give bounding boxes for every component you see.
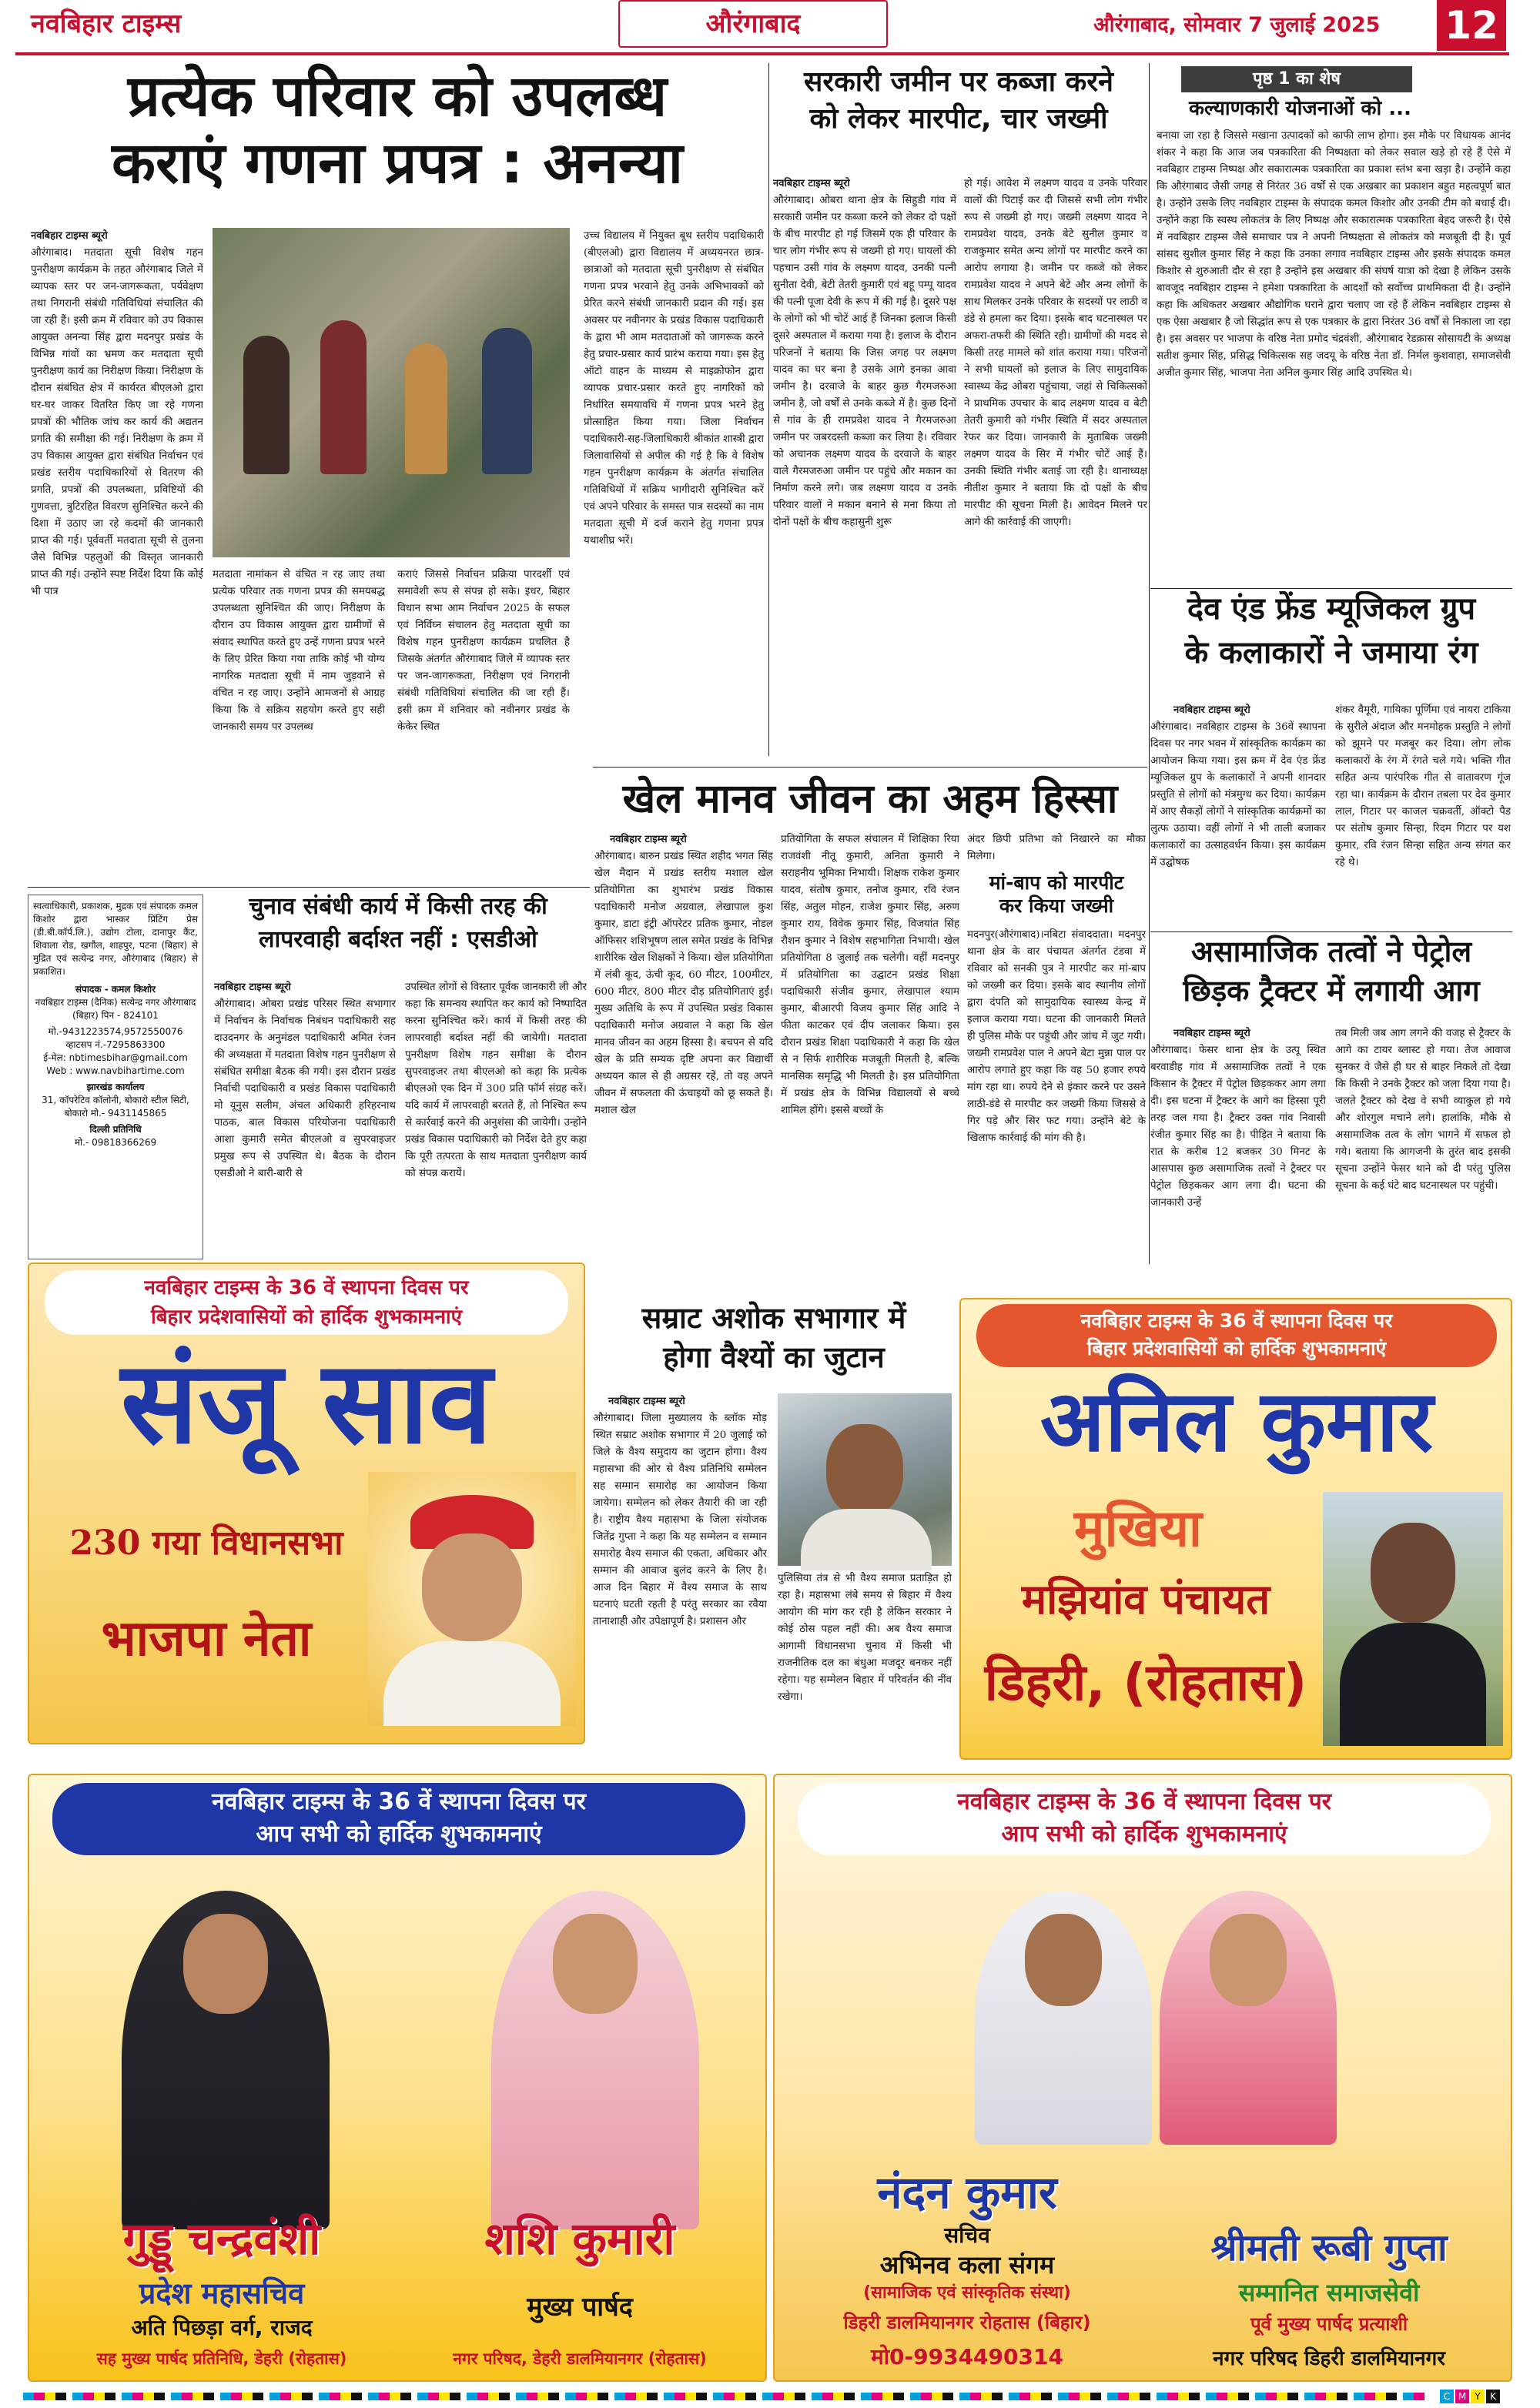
date-line: औरंगाबाद, सोमवार 7 जुलाई 2025 [1093,13,1381,37]
ad-anil-greeting [976,1304,1497,1367]
tractor-headline-line-1: असामाजिक तत्वों ने पेट्रोल [1190,935,1472,968]
imprint-delhi: मो.- 09818366269 [74,1137,157,1148]
tractor-col-2: तब मिली जब आग लगने की वजह से ट्रैक्टर के आगे का टायर ब्लास्ट हो गया। तेज आवाज सुनकर वे जैसे ही घर से बाहर निकले तो देखा कि किसी ने उनके ट्रैक्टर को जला दिया गया है। जलते ट्रैक्टर को देख वे सभी व्याकुल हो गये और शोरगुल मचाने लगे। हालांकि, मौके से असामाजिक तत्व के लोग भागने में सफल हो गये। बताया कि आगजनी के तुरंत बाद इसकी सूचना उन्होंने फेसर थाने को दी परंतु पुलिस सूचना के कई घंटे बाद घटनास्थल पर पहुंची। [1335,1028,1511,1192]
ad-nandan-phone: मो0-9934490314 [871,2344,1063,2370]
sports-story [594,831,1147,1293]
imprint-editor-details: नवबिहार टाइम्स (दैनिक) सत्येन्द्र नगर औरंगाबाद (बिहार) पिन - 824101 [35,997,196,1021]
ad-anil-title: मुखिया [1074,1499,1202,1558]
ad-nandan [773,1774,1512,2382]
column-rule [768,63,769,756]
cmyk-c: C [1440,2390,1454,2403]
continued-title: कल्याणकारी योजनाओं को ... [1189,97,1411,120]
ashok-col-2: पुलिसिया तंत्र से भी वैश्य समाज प्रताड़ित हो रहा है। महासभा लंबे समय से बिहार में वैश्य आयोग की मांग कर रही है लेकिन सरकार ने कोई ठोस पहल नहीं की। अब वैश्य समाज आगामी विधानसभा चुनाव में किसी भी राजनीतिक दल का बंधुआ मजदूर बनकर नहीं रहेगा। यह सम्मेलन बिहार में परिवर्तन की नींव रखेगा। [778,1573,952,1703]
cmyk-m: M [1455,2390,1469,2403]
continued-text: बनाया जा रहा है जिससे मखाना उत्पादकों को काफी लाभ होगा। इस मौके पर विधायक आनंद शंकर ने कहा कि आज जब पत्रकारिता की निष्पक्षता को लेकर सवाल खड़े हो रहे हैं ऐसे में नवबिहार टाइम्स निष्पक्ष और सकारात्मक पत्रकारिता का प्रकाश स्तंभ बना खड़ा है। उन्होंने कहा कि औरंगाबाद जैसी जगह से निरंतर 36 वर्षों से एक अखबार का प्रकाशन बहुत महत्वपूर्ण बात है। उन्होंने उसके लिए नवबिहार टाइम्स के संपादक कमल किशोर और उनकी टीम को बधाई दी। उन्होंने कहा कि स्वस्थ लोकतंत्र के लिए निष्पक्ष और सकारात्मक पत्रकारिता बेहद जरूरी है। ऐसे में नवबिहार टाइम्स जैसे समाचार पत्र ने अपनी निष्पक्षता से लोकतंत्र को मजबूती दी है। पूर्व सांसद सुशील कुमार सिंह ने कहा कि उनका लगाव नवबिहार टाइम्स और इसके संपादक कमल किशोर से शुरुआती दौर से रहा है उन्होंने इस अखबार की संघर्ष यात्रा को देखा है लेकिन उसके बावजूद नवबिहार टाइम्स ने हमेशा पत्रकारिता के आदर्शों को सर्वोच्च प्राथमिकता दी है। उन्होंने कहा कि अधिकतर अखबार औद्योगिक घराने द्वारा चलाए जा रहे हैं लेकिन नवबिहार टाइम्स से एक ऐसा अखबार है जो सिद्धांत रूप से एक पत्रकार के द्वारा निरंतर 36 वर्षों से निकाला जा रहा है। इस अवसर पर भाजपा के वरिष्ठ नेता प्रमोद चंद्रवंशी, औरंगाबाद रेडक्रास सोसायटी के अध्यक्ष सतीश कुमार सिंह, प्रसिद्ध चिकित्सक सह जदयू के वरिष्ठ नेता डॉ. निर्मल कुशवाहा, समाजसेवी अजीत कुमार सिंह, भाजपा नेता अनिल कुमार सिंह आदि उपस्थित थे। [1157,130,1511,379]
couple-text: मदनपुर(औरंगाबाद)।नबिटा संवाददाता। मदनपुर थाना क्षेत्र के वार पंचायत अंतर्गत टंडवा में रविवार को सनकी पुत्र ने मारपीट कर मां-बाप को जख्मी कर दिया। इसके बाद स्थानीय लोगों द्वारा दंपति को सामुदायिक स्वास्थ्य केन्द्र में इलाज कराया गया। घटना की जानकारी मिलते ही पुलिस मौके पर पहुंची और जांच में जुट गयी। जख्मी रामप्रवेश पाल ने अपने बेटा मुन्ना पाल पर आरोप लगाते हुए कहा कि वह 50 हजार रुपये मांग रहा था। रुपये देने से इंकार करने पर उसने लाठी-डंडे से मारपीट कर जख्मी किया जिससे वे गिर पड़े और सिर फट गया। उन्होंने बेटे के खिलाफ कार्रवाई की मांग की है। [967,929,1146,1144]
ad-guddu-photo-1 [122,1891,330,2229]
couple-headline-line-1: मां-बाप को मारपीट [989,871,1124,894]
sdo-col-2: उपस्थित लोगों से विस्तार पूर्वक जानकारी ली और कहा कि समन्वय स्थापित कर कार्य को निष्पादित करना सुनिश्चित करें। कार्य में किसी तरह की लापरवाही बर्दाश्त नहीं की जायेगी। मतदाता पुनरीक्षण विशेष गहन समीक्षा के दौरान सुपरवाइजर तथा बीएलओ को कहा कि प्रत्येक बीएलओ एक दिन में 300 प्रति फॉर्म संग्रह करें। यदि कार्य में लापरवाही बरतते हैं, तो निश्चित रूप से कार्रवाई करने की अनुशंसा की जायेगी। उन्होंने प्रखंड विकास पदाधिकारी को निर्देश देते हुए कहा कि पूरी तत्परता के साथ मतदाता पुनरीक्षण कार्य को संपन्न करायें। [405,982,587,1179]
ad-anil-place-1: मझियांव पंचायत [1021,1575,1270,1624]
ashok-headline [593,1301,955,1392]
footer-bar [0,2386,1540,2408]
music-headline-line-2: के कलाकारों ने जमाया रंग [1184,635,1478,671]
ad-anil-name: अनिल कुमार [1040,1372,1434,1470]
tractor-col-1: औरंगाबाद। फेसर थाना क्षेत्र के उत्पू स्थित बरवाडीह गांव में असामाजिक तत्वों ने एक किसान के ट्रैक्टर में पेट्रोल छिड़ककर आग लगा दी। इस घटना में ट्रैक्टर के आगे का हिस्सा पूरी तरह जल गया है। ट्रैक्टर उक्त गांव निवासी रंजीत कुमार सिंह का है। पीड़ित ने बताया कि रात के करीब 12 बजकर 30 मिनट के आसपास कुछ असामाजिक तत्वों ने ट्रैक्टर पर पेट्रोल छिड़ककर आग लगा दी। घटना की जानकारी उन्हें [1150,1045,1326,1209]
ad-guddu-greeting-2: आप सभी को हार्दिक शुभकामनाएं [256,1821,542,1848]
sdo-byline: नवबिहार टाइम्स ब्यूरो [214,982,291,993]
lead-headline [28,63,767,225]
ashok-headline-line-2: होगा वैश्यों का जुटान [663,1339,885,1374]
ad-sanju-line-2: भाजपा नेता [101,1610,312,1667]
ad-nandan-greeting [798,1783,1491,1855]
ad-guddu-photo-2 [491,1891,699,2229]
ad-guddu-role-2: मुख्य पार्षद [527,2292,633,2323]
land-col-1: औरंगाबाद। ओबरा थाना क्षेत्र के सिहुडी गांव में सरकारी जमीन पर कब्जा करने को लेकर दो पक्षों के बीच मारपीट हो गई जिसमें एक ही परिवार के चार लोग गंभीर रूप से जख्मी हो गए। घायलों की पहचान उसी गांव के लक्ष्मण यादव, उनकी पत्नी सुनीता देवी, बेटी तेतरी कुमारी एवं बहू पम्पू यादव की पत्नी पूजा देवी के रूप में की गई है। दूसरे पक्ष के लोगों को भी चोटें आई हैं जिनका इलाज किसी दूसरे अस्पताल में कराया गया है। इलाज के दौरान परिजनों ने बताया कि जिस जगह पर लक्ष्मण यादव का घर बना है उसके आगे इनका आवा जमीन है। दरवाजे के बाहर कुछ गैरमजरुआ जमीन है, जो वर्षों से उनके कब्जे में है। कुछ दिनों से गांव के ही रामप्रवेश यादव ने गैरमजरुआ जमीन पर जबरदस्ती कब्जा कर लिया है। रविवार को अचानक लक्ष्मण यादव के दरवाजे के बाहर वाले गैरमजरुआ जमीन पर पहुंचे और मकान का निर्माण करने लगे। जब लक्ष्मण यादव व उनके परिवार वालों ने मकान बनाने से मना किया तो दोनों पक्षों के बीच कहासुनी शुरू [773,195,956,528]
column-rule [1149,63,1150,1264]
imprint-editor: संपादक - कमल किशोर [75,984,156,995]
ad-nandan-role-1: सचिव [944,2222,990,2248]
ad-nandan-role-1b: अभिनव कला संगम [879,2250,1055,2279]
music-story [1150,702,1512,933]
cmyk-y: Y [1471,2390,1485,2403]
ad-nandan-name-1: नंदन कुमार [877,2166,1057,2219]
sports-col-2: प्रतियोगिता के सफल संचालन में शिक्षिका रिया राजवंशी नीतू कुमारी, अनिता कुमारी ने सराहनीय भूमिका निभायी। शिक्षक राकेश कुमार यादव, संतोष कुमार, तनोज कुमार, रवि रंजन सिंह, अतुल मोहन, राजेश कुमार सिंह, अरुण कुमार राय, विवेक कुमार सिंह, विजयांत सिंह रौशन कुमार ने विशेष सहभागिता निभायी। खेल प्रतियोगिता 8 जुलाई तक चलेगी। वहीं मदनपुर में प्रतियोगिता का उद्घाटन प्रखंड शिक्षा पदाधिकारी संजीव कुमार, लेखापाल श्याम कुमार, बीआरपी विजय कुमार सिंह आदि ने फीता काटकर एवं दीप जलाकर किया। इस दौरान प्रखंड शिक्षा पदाधिकारी ने कहा कि खेल से न सिर्फ शारीरिक मजबूती मिलती है, बल्कि मानसिक समृद्धि भी मिलती है। इस प्रतियोगिता में प्रखंड क्षेत्र के विभिन्न विद्यालयों से बच्चे शामिल होंगे। इससे बच्चों के [781,834,959,1116]
ashok-story [593,1393,955,1771]
tractor-headline-line-2: छिड़क ट्रैक्टर में लगायी आग [1183,973,1480,1008]
row-rule [1150,588,1512,589]
music-headline-line-1: देव एंड फ्रेंड म्यूजिकल ग्रुप [1187,591,1476,627]
ad-anil [959,1298,1512,1760]
ad-sanju-line-1: 230 गया विधानसभा [69,1523,343,1563]
sdo-story [214,979,588,1261]
ashok-col-1: औरंगाबाद। जिला मुख्यालय के ब्लॉक मोड़ स्थित सम्राट अशोक सभागार में 20 जुलाई को जिले के वैश्य समुदाय का जुटान होगा। वैश्य महासभा की ओर से वैश्य प्रतिनिधि सम्मेलन सह सम्मान समारोह का आयोजन किया जायेगा। सम्मेलन को लेकर तैयारी की जा रही है। राष्ट्रीय वैश्य महासभा के जिला संयोजक जितेंद्र गुप्ता ने कहा कि यह सम्मेलन व सम्मान समारोह वैश्य समाज की एकता, अधिकार और सम्मान की आवाज बुलंद करने के लिए है। आज दिन बिहार में वैश्य समाज के साथ घटनाएं घटती रहती है परंतु सरकार का रवैया तानाशाही और उपेक्षापूर्ण है। प्रशासन और [593,1413,767,1627]
ad-nandan-role-2c: नगर परिषद डिहरी डालमियानगर [1213,2347,1445,2370]
imprint-whatsapp: व्हाटसप नं.-7295863300 [65,1039,166,1050]
ad-nandan-photo-1 [975,1891,1152,2145]
imprint-jharkhand: 31, कॉपरेटिव कॉलोनी, बोकारो स्टील सिटी, बोकारो मो.- 9431145865 [42,1095,189,1119]
tractor-story [1150,1025,1512,1253]
land-headline [770,63,1147,171]
sdo-col-1: औरंगाबाद। ओबरा प्रखंड परिसर स्थित सभागार में निर्वाचन के निर्वाचक निबंधन पदाधिकारी सह दाउदनगर के अनुमंडल पदाधिकारी अमित रंजन की अध्यक्षता में मतदाता विशेष गहन पुनरीक्षण से संबंधित समीक्षा बैठक की गयी। इस दौरान प्रखंड निर्वाची पदाधिकारी व प्रखंड विकास पदाधिकारी मो यूनुस सलीम, अंचल अधिकारी हरिहरनाथ पाठक, बाल विकास परियोजना पदाधिकारी आशा कुमारी समेत बीएलओ व सुपरवाइजर प्रमुख रूप से उपस्थित थे। बैठक के दौरान एसडीओ ने बारी-बारी से [214,998,396,1179]
land-headline-line-1: सरकारी जमीन पर कब्जा करने [804,66,1113,98]
ad-nandan-greeting-2: आप सभी को हार्दिक शुभकामनाएं [1001,1821,1287,1848]
continued-label: पृष्ठ 1 का शेष [1181,66,1412,92]
ad-guddu-greeting [52,1783,745,1855]
ashok-photo [778,1393,952,1566]
city-label: औरंगाबाद [705,8,801,39]
couple-headline [967,871,1146,917]
cmyk-k: K [1486,2390,1500,2403]
ad-guddu-role-1b: अति पिछड़ा वर्ग, राजद [131,2315,313,2340]
land-col-2: हो गई। आवेश में लक्ष्मण यादव व उनके परिवार वालों की पिटाई कर दी जिससे सभी लोग गंभीर रूप से जख्मी हो गए। जख्मी लक्ष्मण यादव ने रामप्रवेश यादव, उनके बेटे सुनील कुमार व राजकुमार समेत अन्य लोगों पर मारपीट करने का आरोप लगाया है। जमीन पर कब्जे को लेकर रामप्रवेश यादव ने अपने बेटे और अन्य लोगों के साथ मिलकर उनके परिवार के सदस्यों पर लाठी व डंडे से हमला कर दिया। इसके बाद घटनास्थल पर अफरा-तफरी की स्थिति रही। ग्रामीणों की मदद से किसी तरह मामले को शांत कराया गया। परिजनों ने सभी घायलों को इलाज के लिए सामुदायिक स्वास्थ्य केंद्र ओबरा पहुंचाया, जहां से चिकित्सकों ने प्राथमिक उपचार के बाद लक्ष्मण यादव व बेटी तेतरी कुमारी को गंभीर स्थिति में सदर अस्पताल रेफर कर दिया। जानकारी के मुताबिक जख्मी लक्ष्मण यादव के सिर में गंभीर चोटें आई हैं। उनकी स्थिति गंभीर बताई जा रही है। थानाध्यक्ष नीतीश कुमार ने बताया कि दो पक्षों के बीच मारपीट की सूचना मिली है। आवेदन मिलने पर आगे की कार्रवाई की जाएगी। [964,178,1147,528]
ad-sanju-greeting [45,1270,568,1335]
sdo-headline-line-1: चुनाव संबंधी कार्य में किसी तरह की [249,893,547,920]
ad-nandan-role-2: सम्मानित समाजसेवी [1238,2278,1420,2307]
ad-sanju-photo [368,1472,576,1726]
ad-guddu-role-1: प्रदेश महासचिव [139,2276,305,2310]
sports-col-3: अंदर छिपी प्रतिभा को निखारने का मौका मिलेगा। [967,834,1146,862]
ad-guddu-role-1c: सह मुख्य पार्षद प्रतिनिधि, डेहरी (रोहतास) [96,2349,347,2368]
sports-byline: नवबिहार टाइम्स ब्यूरो [610,834,687,845]
ashok-headline-line-1: सम्राट अशोक सभागार में [641,1301,906,1335]
lead-col-3: कराएं जिससे निर्वाचन प्रक्रिया पारदर्शी एवं समावेशी रूप से संपन्न हो सके। इधर, बिहार विधान सभा आम निर्वाचन 2025 के सफल एवं निर्विघ्न संचालन हेतु मतदाता सूची का विशेष गहन पुनरीक्षण कार्यक्रम प्रचलित है जिसके अंतर्गत औरंगाबाद जिले में व्यापक स्तर पर जन-जागरूकता, निरीक्षण एवं निगरानी संबंधी गतिविधियां संचालित की जा रही हैं। इसी क्रम में शनिवार को नवीनगर प्रखंड के केकेर स्थित [397,569,570,733]
row-rule [593,767,1147,768]
sports-headline: खेल मानव जीवन का अहम हिस्सा [622,776,1118,822]
lead-photo [213,228,570,557]
sports-col-1: औरंगाबाद। बारुन प्रखंड स्थित शहीद भगत सिंह खेल मैदान में प्रखंड स्तरीय मशाल खेल प्रतियोगिता का शुभारंभ प्रखंड विकास पदाधिकारी मनोज अग्रवाल, लेखापाल कुश कुमार, डाटा इंट्री ऑपरेटर प्रतिक कुमार, नोडल ऑफिसर शशिभूषण लाल समेत प्रखंड के विभिन्न शारीरिक खेल शिक्षकों ने किया। खेल प्रतियोगिता में लंबी कूद, ऊंची कूद, 60 मीटर, 100मीटर, 600 मीटर, 800 मीटर दौड़ प्रतियोगिताएं हुईं। मुख्य अतिथि के रूप में उपस्थित प्रखंड विकास पदाधिकारी मनोज अग्रवाल ने कहा कि खेल मानव जीवन का अहम हिस्सा है। बचपन से यदि खेल के प्रति सम्यक दृष्टि अपना कर विद्यार्थी अध्ययन काल से ही अग्रसर रहें, तो वह अपने जीवन में सफलता की ऊंचाइयों को छू सकते हैं। मशाल खेल [594,851,773,1116]
page-number: 12 [1437,0,1506,51]
imprint-jharkhand-label: झारखंड कार्यालय [86,1082,145,1092]
ad-sanju-greeting-1: नवबिहार टाइम्स के 36 वें स्थापना दिवस पर [144,1276,469,1299]
couple-headline-line-2: कर किया जख्मी [999,894,1114,917]
ad-guddu-name-1: गुड्डू चन्द्रवंशी [122,2212,321,2265]
paper-name: नवबिहार टाइम्स [31,8,182,39]
music-byline: नवबिहार टाइम्स ब्यूरो [1173,704,1250,716]
ad-nandan-name-2: श्रीमती रूबी गुप्ता [1210,2226,1448,2269]
row-rule [28,887,590,888]
music-col-2: शंकर वैमूरी, गायिका पूर्णिमा एवं नायरा टाकिया के सुरीले अंदाज और मनमोहक प्रस्तुति ने लोगों को झूमने पर मजबूर कर दिया। लोग लोक कलाकारों के रंग में रंगते चले गये। भक्ति गीत सहित अन्य पारंपरिक गीत से वातावरण गूंज रहा था। कार्यक्रम के दौरान तबला पर देव कुमार लाल, गिटार पर काजल चक्रवर्ती, ऑक्टो पैड पर संतोष कुमार सिन्हा, रिदम गिटार पर यश कुमार, रवि रंजन सिन्हा सहित अन्य संगत कर रहे थे। [1335,704,1511,868]
ashok-byline: नवबिहार टाइम्स ब्यूरो [608,1396,685,1407]
sdo-headline-line-2: लापरवाही बर्दाश्त नहीं : एसडीओ [259,926,537,954]
ad-nandan-role-1d: डिहरी डालमियानगर रोहतास (बिहार) [843,2312,1091,2333]
tractor-headline [1150,935,1512,1024]
ad-sanju-greeting-2: बिहार प्रदेशवासियों को हार्दिक शुभकामनाएं [150,1306,463,1329]
ad-guddu [28,1774,767,2382]
continued-box [1150,63,1512,587]
ad-anil-photo [1323,1492,1503,1746]
ad-sanju-name: संजू साव [120,1336,493,1469]
lead-headline-line-2: कराएं गणना प्रपत्र : अनन्या [112,130,683,197]
ad-anil-greeting-2: बिहार प्रदेशवासियों को हार्दिक शुभकामनाएं [1086,1337,1387,1360]
ad-nandan-role-1c: (सामाजिक एवं सांस्कृतिक संस्था) [863,2283,1071,2303]
ad-nandan-role-2b: पूर्व मुख्य पार्षद प्रत्याशी [1250,2313,1408,2335]
land-headline-line-2: को लेकर मारपीट, चार जख्मी [809,103,1108,135]
imprint-box [28,895,203,1259]
ad-anil-place-2: डिहरी, (रोहतास) [984,1653,1307,1712]
ad-anil-greeting-1: नवबिहार टाइम्स के 36 वें स्थापना दिवस पर [1080,1309,1393,1332]
tractor-byline: नवबिहार टाइम्स ब्यूरो [1173,1028,1250,1039]
lead-headline-line-1: प्रत्येक परिवार को उपलब्ध [127,63,668,129]
music-col-1: औरंगाबाद। नवबिहार टाइम्स के 36वें स्थापना दिवस पर नगर भवन में सांस्कृतिक कार्यक्रम का आयोजन किया गया। इस क्रम में देव एंड फ्रेंड म्यूजिकल ग्रुप के कलाकारों ने अपनी शानदार प्रस्तुति से लोगों को मंत्रमुग्ध कर दिया। कार्यक्रम में आए सैकड़ों लोगों ने सांस्कृतिक कार्यक्रमों का लुत्फ उठाया। वहीं लोगों ने भी ताली बजाकर कलाकारों का उत्साहवर्धन किया। इस कार्यक्रम में उद्घोषक [1150,721,1326,868]
music-headline [1150,591,1512,701]
sdo-headline [209,893,587,978]
ad-guddu-greeting-1: नवबिहार टाइम्स के 36 वें स्थापना दिवस पर [212,1788,586,1815]
ad-nandan-greeting-1: नवबिहार टाइम्स के 36 वें स्थापना दिवस पर [957,1788,1331,1815]
lead-byline: नवबिहार टाइम्स ब्यूरो [31,230,108,242]
lead-col-2: मतदाता नामांकन से वंचित न रह जाए तथा प्रत्येक परिवार तक गणना प्रपत्र की समयबद्ध उपलब्धता सुनिश्चित की जाए। निरीक्षण के दौरान उप विकास आयुक्त द्वारा ग्रामीणों से संवाद स्थापित करते हुए उन्हें गणना प्रपत्र भरने के लिए प्रेरित किया गया ताकि कोई भी योग्य नागरिक मतदाता सूची में नाम जुड़वाने से वंचित न रह जाए। उन्होंने आमजनों से आग्रह किया कि वे सक्रिय सहयोग करते हुए सही जानकारी समय पर उपलब्ध [213,569,385,733]
lead-col-1: औरंगाबाद। मतदाता सूची विशेष गहन पुनरीक्षण कार्यक्रम के तहत औरंगाबाद जिले में व्यापक स्तर पर जन-जागरूकता, पर्यवेक्षण तथा निगरानी संबंधी गतिविधियां संचालित की जा रही हैं। इसी क्रम में रविवार को उप विकास आयुक्त अनन्या सिंह द्वारा मदनपुर प्रखंड के विभिन्न गांवों का भ्रमण कर मतदाता सूची पुनरीक्षण कार्य का निरीक्षण किया। निरीक्षण के दौरान संबंधित क्षेत्र में कार्यरत बीएलओ द्वारा घर-घर जाकर वितरित किए जा रहे गणना प्रपत्रों की भौतिक जांच कर कार्य की अद्यतन प्रगति की समीक्षा की गई। निरीक्षण के क्रम में उप विकास आयुक्त द्वारा संबंधित निर्वाचन एवं प्रखंड स्तरीय पदाधिकारियों से वितरण की प्रगति, प्रपत्रों की उपलब्धता, प्रविष्टियों की गुणवत्ता, त्रुटिरहित विवरण सुनिश्चित करने की दिशा में उठाए जा रहे कदमों की जानकारी प्राप्त की गई। पूर्ववर्ती मतदाता सूची से तुलना जैसे विभिन्न पहलुओं की विस्तृत जानकारी प्राप्त की गई। उन्होंने स्पष्ट निर्देश दिया कि कोई भी पात्र [31,247,203,597]
ad-guddu-role-2b: नगर परिषद, डेहरी डालमियानगर (रोहतास) [453,2349,707,2368]
masthead [0,0,1540,55]
land-byline: नवबिहार टाइम्स ब्यूरो [773,178,850,189]
ad-nandan-photo-2 [1160,1891,1337,2145]
ad-sanju [28,1263,585,1744]
ad-guddu-name-2: शशि कुमारी [484,2212,675,2265]
lead-col-4: उच्च विद्यालय में नियुक्त बूथ स्तरीय पदाधिकारी (बीएलओ) द्वारा विद्यालय में अध्ययनरत छात्र-छात्राओं को मतदाता सूची पुनरीक्षण से संबंधित गणना प्रपत्र भरवाने हेतु उनके अभिभावकों को प्रेरित करने संबंधी जानकारी प्रदान की गई। इस अवसर पर नवीनगर के प्रखंड विकास पदाधिकारी के द्वारा भी आम मतदाताओं को जागरूक करने हेतु प्रचार-प्रसार कार्य प्रारंभ कराया गया। इस हेतु ऑटो वाहन के माध्यम से माइक्रोफोन द्वारा व्यापक प्रचार-प्रसार करते हुए नागरिकों को निर्धारित समयावधि में गणना प्रपत्र भरने हेतु प्रोत्साहित किया गया। जिला निर्वाचन पदाधिकारी-सह-जिलाधिकारी श्रीकांत शास्त्री द्वारा जिलावासियों से अपील की गई है कि वे विशेष गहन पुनरीक्षण कार्यक्रम के अंतर्गत संचालित गतिविधियों में सक्रिय भागीदारी सुनिश्चित करें एवं अपने परिवार के समस्त पात्र सदस्यों का नाम मतदाता सूची में दर्ज कराने हेतु गणना प्रपत्र यथाशीघ्र भरें। [584,230,764,547]
imprint-email[interactable]: ई-मेल: nbtimesbihar@gmail.com [43,1052,188,1063]
land-story [773,176,1147,853]
imprint-delhi-label: दिल्ली प्रतिनिधि [89,1124,142,1135]
imprint-mobile: मो.-9431223574,9572550076 [48,1026,183,1037]
imprint-web[interactable]: Web : www.navbihartime.com [46,1065,185,1076]
row-rule [1150,931,1512,932]
imprint-text: स्वत्वाधिकारी, प्रकाशक, मुद्रक एवं संपादक कमल किशोर द्वारा भास्कर प्रिंटिंग प्रेस (डी.बी.कॉर्प.लि.), उद्योग टोला, दानापुर कैंट, शिवाला रोड, खगौल, शाहपुर, पटना (बिहार) से मुद्रित एवं सत्येन्द्र नगर, औरंगाबाद (बिहार) से प्रकाशित। [33,901,198,977]
